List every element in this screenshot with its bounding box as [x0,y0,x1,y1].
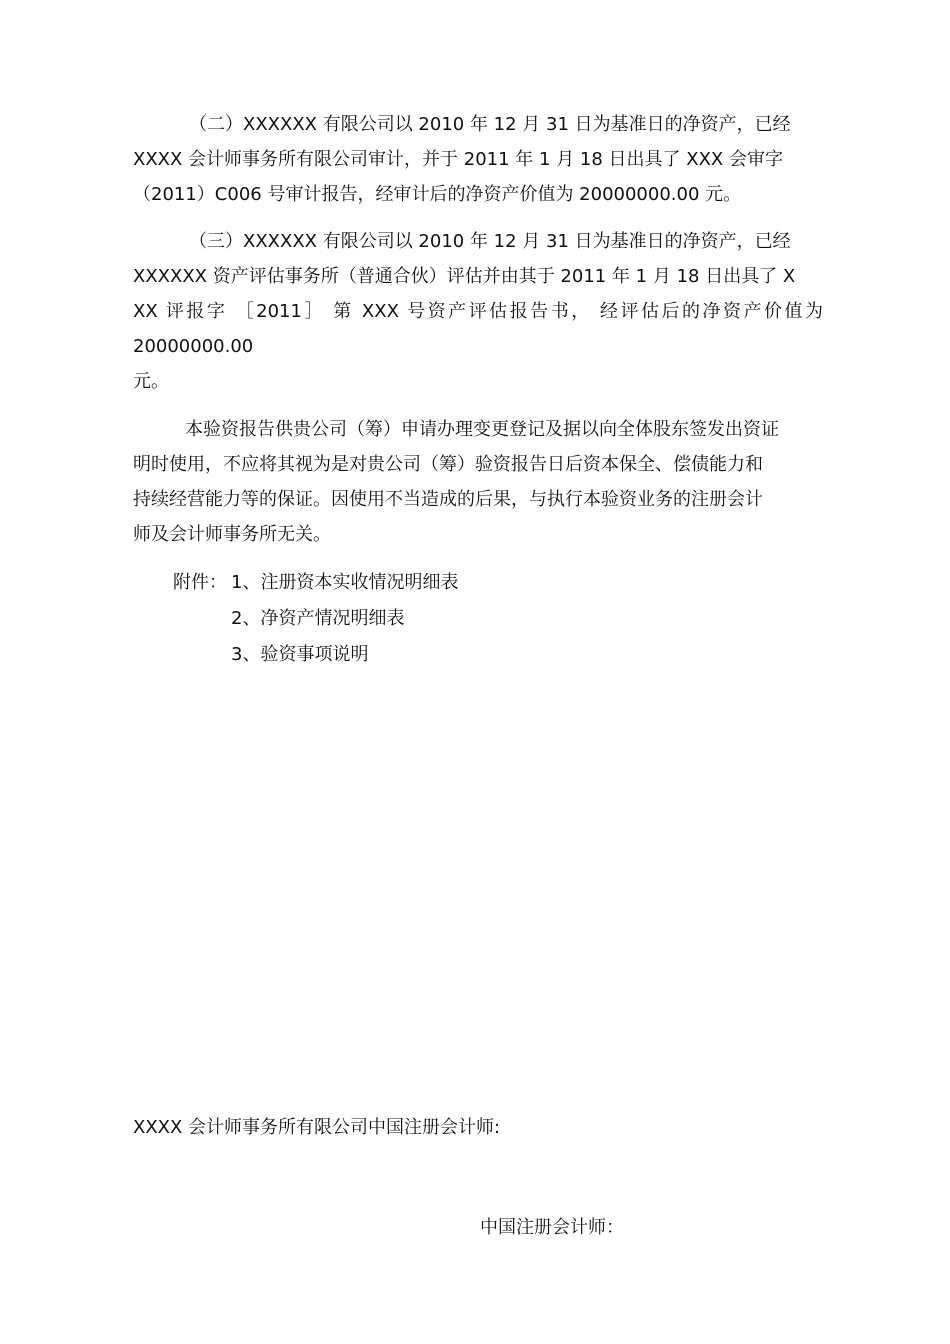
text-line: 持续经营能力等的保证。因使用不当造成的后果，与执行本验资业务的注册会计 [133,489,763,510]
text-line: （2011）C006 号审计报告，经审计后的净资产价值为 20000000.00 元。 [133,184,742,205]
text-line: 师及会计师事务所无关。 [133,524,331,545]
paragraph-net-assets-appraisal [133,224,823,399]
text-line: 元。 [133,371,169,392]
attachment-item: 2、净资产情况明细表 [231,608,405,629]
attachment-item-text: 1、注册资本实收情况明细表 [231,572,459,593]
attachments-label: 附件： [173,572,227,593]
text-line: （三）XXXXXX 有限公司以 2010 年 12 月 31 日为基准日的净资产，已经 [189,231,791,252]
text-line: （二）XXXXXX 有限公司以 2010 年 12 月 31 日为基准日的净资产，已经 [189,114,791,135]
paragraph-net-assets-audit [133,107,823,212]
text-line: XX 评报字 ［2011］ 第 XXX 号资产评估报告书， 经评估后的净资产价值为 [133,301,823,322]
text-line: 20000000.00 [133,336,254,357]
text-line: 本验资报告供贵公司（筹）申请办理变更登记及据以向全体股东签发出资证 [185,419,779,440]
text-line: XXXX 会计师事务所有限公司审计，并于 2011 年 1 月 18 日出具了 XXX 会审字 [133,149,783,170]
signature-firm-line: XXXX 会计师事务所有限公司中国注册会计师: [133,1117,501,1138]
signature-cpa-line: 中国注册会计师： [480,1217,624,1238]
text-line: XXXXXX 资产评估事务所（普通合伙）评估并由其于 2011 年 1 月 18 日出具了 X [133,266,796,287]
attachments-list [173,565,458,673]
attachment-item [173,565,458,601]
attachment-item: 3、验资事项说明 [231,644,369,665]
text-line: 明时使用，不应将其视为是对贵公司（筹）验资报告日后资本保全、偿债能力和 [133,454,763,475]
paragraph-report-usage [133,412,823,552]
